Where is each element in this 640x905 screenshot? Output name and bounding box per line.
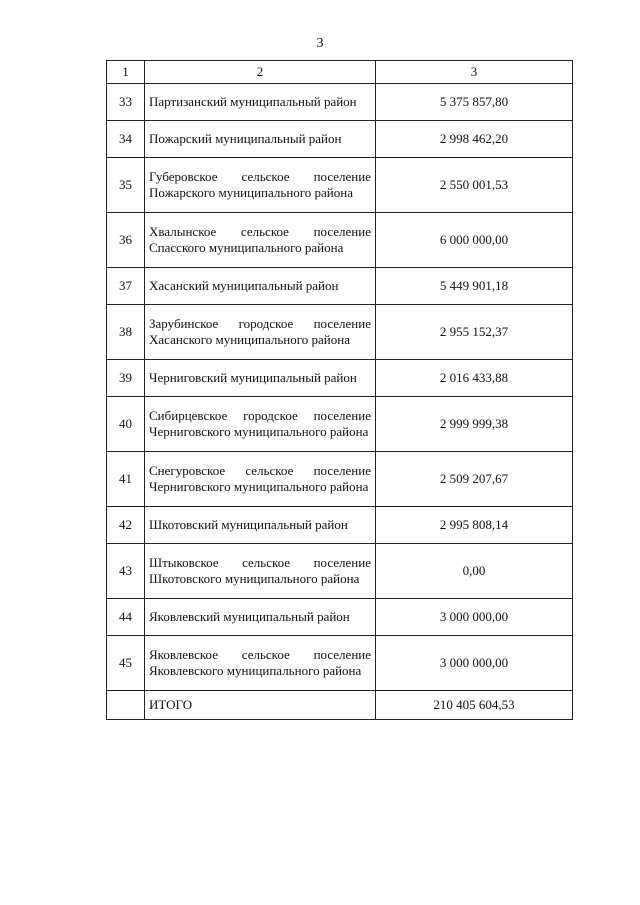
row-name: Партизанский муниципальный район [145,84,376,121]
table-row [107,544,573,599]
table-row [107,452,573,507]
total-number-cell [107,691,145,720]
total-amount: 210 405 604,53 [376,691,573,720]
table-row [107,397,573,452]
row-amount: 5 375 857,80 [376,84,573,121]
row-number: 44 [107,599,145,636]
total-label: ИТОГО [145,691,376,720]
row-name: Черниговский муниципальный район [145,360,376,397]
row-number: 45 [107,636,145,691]
row-amount: 2 550 001,53 [376,158,573,213]
row-number: 38 [107,305,145,360]
table-row [107,158,573,213]
column-header-name: 2 [145,61,376,84]
row-amount: 2 955 152,37 [376,305,573,360]
row-amount: 2 999 999,38 [376,397,573,452]
row-name: Шкотовский муниципальный район [145,507,376,544]
row-amount: 0,00 [376,544,573,599]
row-amount: 2 995 808,14 [376,507,573,544]
row-name: Зарубинское городское поселение Хасанского муниципального района [145,305,376,360]
budget-table [106,60,573,720]
row-amount: 6 000 000,00 [376,213,573,268]
row-number: 39 [107,360,145,397]
table-row [107,268,573,305]
row-amount: 3 000 000,00 [376,599,573,636]
table-row [107,213,573,268]
row-number: 43 [107,544,145,599]
table-row [107,507,573,544]
total-row [107,691,573,720]
row-number: 42 [107,507,145,544]
row-name: Хвалынское сельское поселение Спасского муниципального района [145,213,376,268]
table-header-row [107,61,573,84]
row-number: 34 [107,121,145,158]
row-amount: 3 000 000,00 [376,636,573,691]
row-name: Губеровское сельское поселение Пожарского муниципального района [145,158,376,213]
row-name: Сибирцевское городское поселение Черниговского муниципального района [145,397,376,452]
row-name: Пожарский муниципальный район [145,121,376,158]
row-number: 36 [107,213,145,268]
row-number: 35 [107,158,145,213]
table-row [107,121,573,158]
row-amount: 2 509 207,67 [376,452,573,507]
row-name: Штыковское сельское поселение Шкотовского муниципального района [145,544,376,599]
page-number: 3 [316,36,324,51]
row-number: 37 [107,268,145,305]
row-name: Снегуровское сельское поселение Черниговского муниципального района [145,452,376,507]
table-row [107,84,573,121]
table-row [107,360,573,397]
row-amount: 5 449 901,18 [376,268,573,305]
column-header-number: 1 [107,61,145,84]
row-number: 40 [107,397,145,452]
table-row [107,599,573,636]
row-name: Яковлевский муниципальный район [145,599,376,636]
column-header-amount: 3 [376,61,573,84]
table-row [107,305,573,360]
row-number: 41 [107,452,145,507]
row-name: Хасанский муниципальный район [145,268,376,305]
row-number: 33 [107,84,145,121]
row-name: Яковлевское сельское поселение Яковлевского муниципального района [145,636,376,691]
row-amount: 2 016 433,88 [376,360,573,397]
table-row [107,636,573,691]
row-amount: 2 998 462,20 [376,121,573,158]
